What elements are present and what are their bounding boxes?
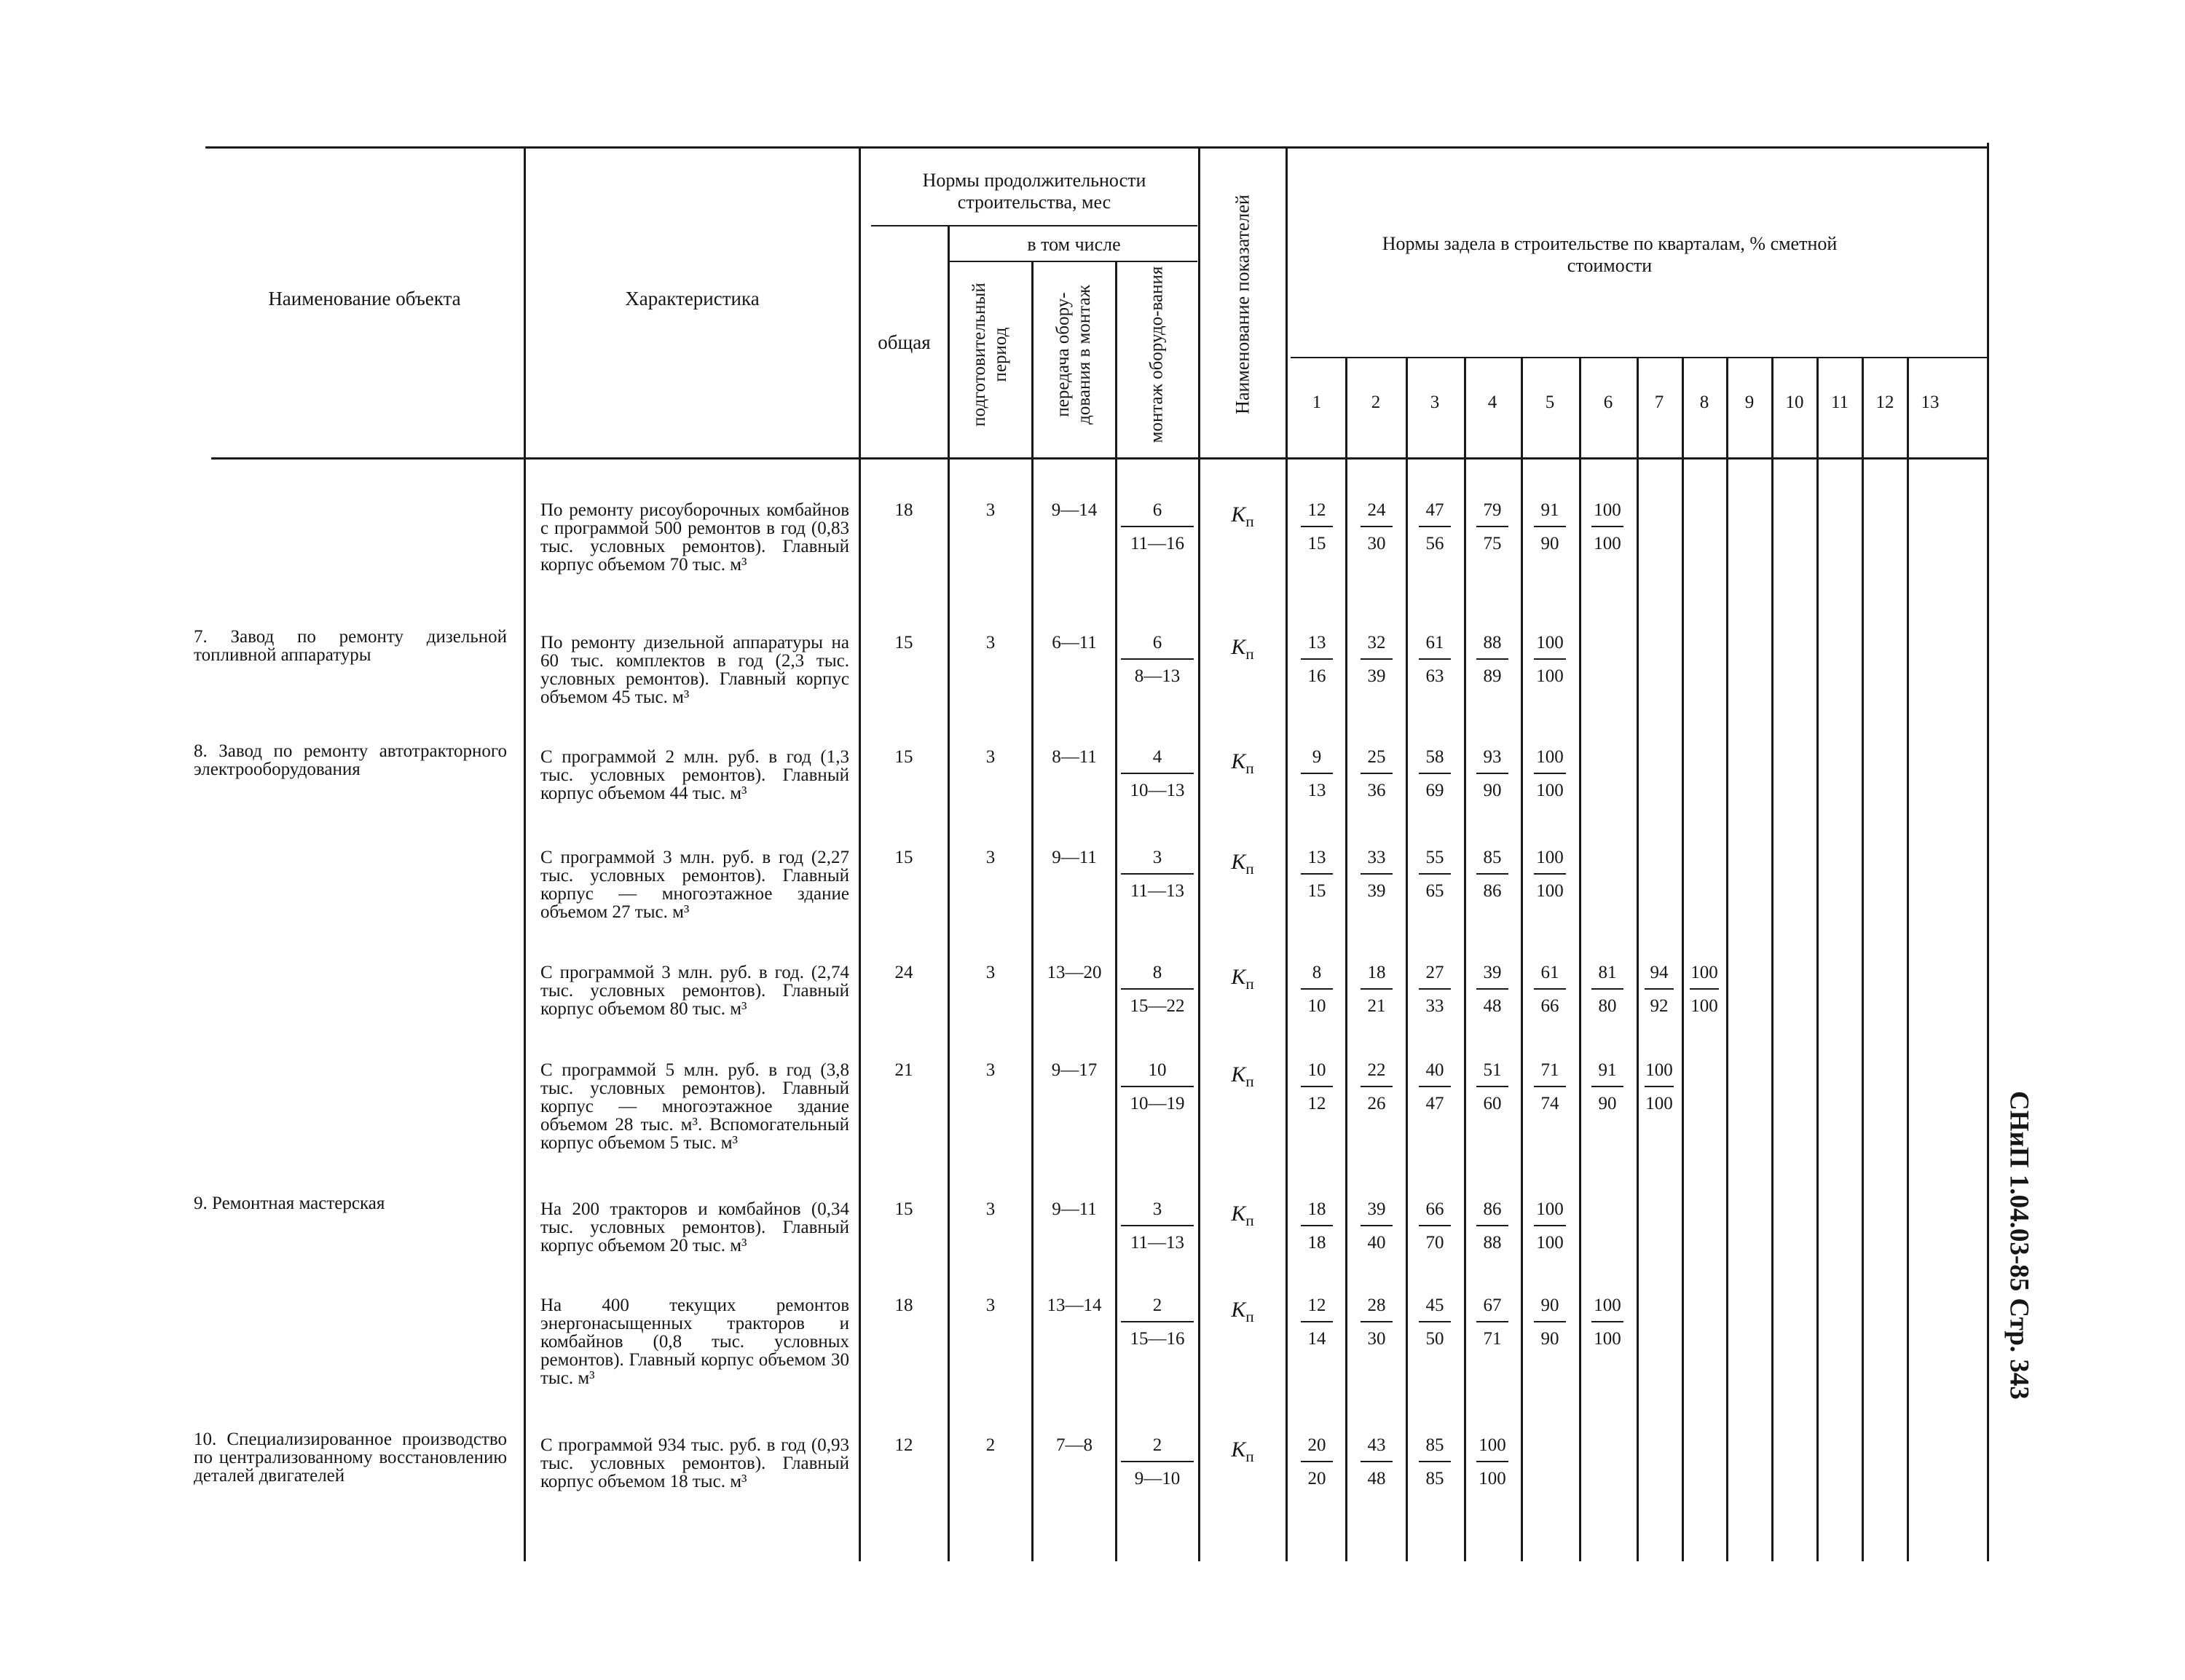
- quarter-value-bottom: 69: [1425, 781, 1444, 800]
- quarter-value-bottom: 89: [1483, 666, 1502, 686]
- quarter-number: 8: [1699, 393, 1709, 412]
- indicator-subscript: п: [1245, 975, 1254, 993]
- quarter-col-rule: [1862, 358, 1864, 1561]
- quarter-fraction: [1534, 1060, 1566, 1115]
- indicator-subscript: п: [1245, 1308, 1254, 1325]
- quarter-number: 5: [1545, 393, 1555, 412]
- col-rule: [1198, 149, 1200, 1561]
- table-right-rule: [1987, 143, 1989, 1561]
- quarter-value-top: 39: [1476, 962, 1508, 990]
- quarter-col-rule: [1637, 358, 1639, 1561]
- indicator-symbol: [1213, 1299, 1272, 1328]
- quarter-fraction: [1690, 962, 1719, 1017]
- indicator-symbol: [1213, 1064, 1272, 1092]
- equipment-transfer-value: 9—14: [1051, 500, 1098, 520]
- header-duration-title: Нормы продолжительности строительства, мес: [922, 170, 1146, 213]
- quarter-value-bottom: 80: [1598, 996, 1617, 1016]
- quarter-value-top: 32: [1361, 632, 1393, 660]
- quarter-value-top: 39: [1361, 1199, 1393, 1226]
- fraction-denominator: 11—16: [1130, 534, 1185, 553]
- quarter-fraction: [1645, 962, 1674, 1017]
- quarter-value-top: 8: [1301, 962, 1333, 990]
- quarter-value-bottom: 90: [1540, 1329, 1559, 1349]
- fraction-denominator: 11—13: [1130, 881, 1185, 901]
- quarter-value-bottom: 86: [1483, 881, 1502, 901]
- col-rule: [1115, 261, 1117, 1561]
- quarter-fraction: [1591, 1060, 1623, 1115]
- col-rule: [859, 149, 861, 1561]
- header-total: общая: [878, 331, 931, 353]
- equipment-install-fraction: [1121, 632, 1194, 687]
- quarter-fraction: [1645, 1060, 1674, 1115]
- quarter-value-bottom: 30: [1367, 1329, 1386, 1349]
- equipment-install-fraction: [1121, 1295, 1194, 1350]
- header-characteristic: Характеристика: [625, 287, 760, 309]
- duration-total: 15: [894, 747, 913, 767]
- quarter-fraction: [1591, 1295, 1623, 1350]
- object-name: 8. Завод по ремонту автотракторного электрооборудования: [194, 741, 507, 779]
- quarter-value-bottom: 70: [1425, 1233, 1444, 1253]
- quarter-value-bottom: 15: [1307, 881, 1326, 901]
- quarter-fraction: [1534, 746, 1566, 802]
- duration-total: 24: [894, 963, 913, 982]
- indicator-letter: К: [1231, 1298, 1246, 1322]
- quarter-value-top: 12: [1301, 1295, 1333, 1322]
- indicator-subscript: п: [1245, 860, 1254, 878]
- quarter-value-top: 40: [1419, 1060, 1451, 1087]
- duration-total: 15: [894, 633, 913, 652]
- col-rule: [948, 226, 950, 1561]
- quarters-subheader-rule: [1291, 357, 1988, 358]
- quarter-value-bottom: 74: [1540, 1094, 1559, 1113]
- quarter-value-bottom: 90: [1598, 1094, 1617, 1113]
- quarter-fraction: [1301, 1295, 1333, 1350]
- prep-period-value: 2: [985, 1435, 996, 1455]
- quarter-fraction: [1476, 1295, 1508, 1350]
- indicator-letter: К: [1231, 850, 1246, 874]
- quarter-value-bottom: 85: [1425, 1469, 1444, 1488]
- quarter-value-bottom: 100: [1536, 881, 1564, 901]
- quarter-value-top: 55: [1419, 847, 1451, 875]
- quarter-value-bottom: 100: [1536, 666, 1564, 686]
- equipment-transfer-value: 8—11: [1052, 747, 1097, 767]
- quarter-value-bottom: 100: [1479, 1469, 1506, 1488]
- indicator-symbol: [1213, 851, 1272, 880]
- quarter-value-bottom: 90: [1483, 781, 1502, 800]
- quarter-value-bottom: 60: [1483, 1094, 1502, 1113]
- quarter-fraction: [1419, 500, 1451, 555]
- quarter-fraction: [1476, 500, 1508, 555]
- quarter-value-bottom: 100: [1536, 781, 1564, 800]
- quarter-fraction: [1361, 500, 1393, 555]
- quarter-value-bottom: 39: [1367, 666, 1386, 686]
- quarter-value-top: 85: [1476, 847, 1508, 875]
- equipment-transfer-value: 9—11: [1052, 1199, 1097, 1219]
- quarter-value-top: 94: [1645, 962, 1674, 990]
- prep-period-value: 3: [985, 963, 996, 982]
- quarter-fraction: [1361, 962, 1393, 1017]
- quarter-value-top: 27: [1419, 962, 1451, 990]
- quarter-value-top: 47: [1419, 500, 1451, 527]
- equipment-install-fraction: [1121, 1199, 1194, 1254]
- fraction-denominator: 10—13: [1130, 781, 1185, 800]
- quarter-col-rule: [1579, 358, 1581, 1561]
- quarter-value-top: 88: [1476, 632, 1508, 660]
- indicator-symbol: [1213, 751, 1272, 779]
- quarter-fraction: [1419, 1199, 1451, 1254]
- fraction-numerator: 3: [1121, 1199, 1194, 1226]
- quarter-fraction: [1476, 962, 1508, 1017]
- quarter-value-top: 100: [1534, 1199, 1566, 1226]
- quarter-fraction: [1301, 1060, 1333, 1115]
- quarter-value-bottom: 10: [1307, 996, 1326, 1016]
- characteristic-text: С программой 5 млн. руб. в год (3,8 тыс. условных ремонтов). Главный корпус — многоэтажное здание объемом 28 тыс. м³. Вспомогательный корпус объемом 5 тыс. м³: [540, 1060, 849, 1153]
- quarter-value-top: 9: [1301, 746, 1333, 774]
- quarter-value-bottom: 33: [1425, 996, 1444, 1016]
- quarter-value-bottom: 92: [1650, 996, 1669, 1016]
- quarter-col-rule: [1816, 358, 1819, 1561]
- duration-subheader-rule: [871, 225, 1197, 226]
- quarter-number: 3: [1430, 393, 1440, 412]
- quarter-value-bottom: 90: [1540, 534, 1559, 553]
- equipment-transfer-value: 9—11: [1052, 848, 1097, 867]
- quarter-fraction: [1301, 632, 1333, 687]
- quarter-number: 7: [1654, 393, 1664, 412]
- indicator-letter: К: [1231, 965, 1246, 989]
- fraction-denominator: 15—16: [1130, 1329, 1185, 1349]
- quarter-value-top: 18: [1361, 962, 1393, 990]
- quarter-fraction: [1361, 1199, 1393, 1254]
- quarter-value-bottom: 47: [1425, 1094, 1444, 1113]
- indicator-subscript: п: [1245, 1212, 1254, 1229]
- indicator-subscript: п: [1245, 1073, 1254, 1090]
- quarter-fraction: [1534, 1199, 1566, 1254]
- quarter-value-bottom: 88: [1483, 1233, 1502, 1253]
- col-rule: [1031, 261, 1034, 1561]
- quarter-value-top: 100: [1534, 847, 1566, 875]
- indicator-symbol: [1213, 1439, 1272, 1467]
- quarter-col-rule: [1682, 358, 1684, 1561]
- quarter-value-top: 85: [1419, 1435, 1451, 1462]
- quarter-value-bottom: 36: [1367, 781, 1386, 800]
- quarter-fraction: [1591, 500, 1623, 555]
- quarter-value-bottom: 50: [1425, 1329, 1444, 1349]
- quarter-number: 6: [1603, 393, 1613, 412]
- indicator-symbol: [1213, 966, 1272, 995]
- side-label: СНиП 1.04.03-85 Стр. 343: [2004, 1091, 2034, 1400]
- fraction-numerator: 2: [1121, 1295, 1194, 1322]
- quarter-number: 2: [1371, 393, 1381, 412]
- quarter-value-top: 24: [1361, 500, 1393, 527]
- including-subheader-rule: [948, 261, 1197, 262]
- quarter-value-top: 22: [1361, 1060, 1393, 1087]
- prep-period-value: 3: [985, 848, 996, 867]
- quarter-value-top: 93: [1476, 746, 1508, 774]
- quarter-number: 9: [1744, 393, 1755, 412]
- quarter-value-top: 33: [1361, 847, 1393, 875]
- indicator-letter: К: [1231, 502, 1246, 527]
- quarter-fraction: [1361, 847, 1393, 902]
- quarter-fraction: [1534, 632, 1566, 687]
- equipment-transfer-value: 7—8: [1056, 1435, 1092, 1455]
- quarter-value-top: 100: [1591, 1295, 1623, 1322]
- table-top-rule: [205, 146, 1987, 149]
- quarter-value-bottom: 14: [1307, 1329, 1326, 1349]
- quarter-fraction: [1301, 746, 1333, 802]
- indicator-subscript: п: [1245, 513, 1254, 530]
- characteristic-text: С программой 934 тыс. руб. в год (0,93 тыс. условных ремонтов). Главный корпус объемом 18 тыс. м³: [540, 1435, 849, 1491]
- object-name: 7. Завод по ремонту дизельной топливной аппаратуры: [194, 627, 507, 665]
- indicator-symbol: [1213, 1203, 1272, 1231]
- quarter-value-bottom: 48: [1367, 1469, 1386, 1488]
- quarter-number: 13: [1921, 393, 1940, 412]
- quarter-fraction: [1361, 1295, 1393, 1350]
- quarter-value-bottom: 21: [1367, 996, 1386, 1016]
- quarter-value-bottom: 75: [1483, 534, 1502, 553]
- header-bottom-rule: [211, 457, 1988, 460]
- quarter-fraction: [1419, 746, 1451, 802]
- quarter-fraction: [1476, 1435, 1508, 1490]
- quarter-number: 11: [1830, 393, 1849, 412]
- characteristic-text: С программой 3 млн. руб. в год. (2,74 тыс. условных ремонтов). Главный корпус объемом 80 тыс. м³: [540, 963, 849, 1019]
- quarter-value-bottom: 13: [1307, 781, 1326, 800]
- quarter-fraction: [1534, 500, 1566, 555]
- equipment-install-fraction: [1121, 1435, 1194, 1490]
- characteristic-text: С программой 3 млн. руб. в год (2,27 тыс. условных ремонтов). Главный корпус — многоэтажное здание объемом 27 тыс. м³: [540, 848, 849, 922]
- quarter-fraction: [1301, 1435, 1333, 1490]
- quarter-value-bottom: 66: [1540, 996, 1559, 1016]
- quarter-value-top: 12: [1301, 500, 1333, 527]
- quarter-value-top: 91: [1591, 1060, 1623, 1087]
- equipment-install-fraction: [1121, 962, 1194, 1017]
- quarter-value-top: 81: [1591, 962, 1623, 990]
- quarter-fraction: [1476, 1199, 1508, 1254]
- quarter-value-bottom: 30: [1367, 534, 1386, 553]
- quarter-col-rule: [1345, 358, 1347, 1561]
- object-name: 10. Специализированное производство по централизованному восстановлению деталей двигателей: [194, 1429, 507, 1486]
- quarter-value-top: 71: [1534, 1060, 1566, 1087]
- characteristic-text: С программой 2 млн. руб. в год (1,3 тыс. условных ремонтов). Главный корпус объемом 44 тыс. м³: [540, 747, 849, 803]
- fraction-numerator: 4: [1121, 746, 1194, 774]
- quarter-fraction: [1419, 632, 1451, 687]
- prep-period-value: 3: [985, 633, 996, 652]
- quarter-number: 12: [1875, 393, 1894, 412]
- quarter-fraction: [1419, 1060, 1451, 1115]
- quarter-fraction: [1476, 632, 1508, 687]
- quarter-value-bottom: 48: [1483, 996, 1502, 1016]
- equipment-transfer-value: 9—17: [1051, 1060, 1098, 1080]
- fraction-denominator: 9—10: [1134, 1469, 1181, 1488]
- header-equipment-transfer: передача обору-дования в монтаж: [1053, 285, 1094, 425]
- col-rule: [1286, 149, 1288, 1561]
- quarter-fraction: [1301, 1199, 1333, 1254]
- quarter-value-top: 100: [1534, 746, 1566, 774]
- quarter-fraction: [1476, 847, 1508, 902]
- indicator-symbol: [1213, 504, 1272, 532]
- header-prep-period: подготовительный период: [969, 283, 1010, 427]
- quarter-fraction: [1361, 1435, 1393, 1490]
- prep-period-value: 3: [985, 1060, 996, 1080]
- fraction-denominator: 8—13: [1134, 666, 1181, 686]
- indicator-symbol: [1213, 636, 1272, 665]
- characteristic-text: На 400 текущих ремонтов энергонасыщенных тракторов и комбайнов (0,8 тыс. условных ремонтов). Главный корпус объемом 30 тыс. м³: [540, 1296, 849, 1388]
- quarter-fraction: [1301, 500, 1333, 555]
- equipment-install-fraction: [1121, 500, 1194, 555]
- equipment-install-fraction: [1121, 746, 1194, 802]
- quarter-fraction: [1534, 847, 1566, 902]
- equipment-transfer-value: 13—20: [1047, 963, 1102, 982]
- quarter-value-top: 86: [1476, 1199, 1508, 1226]
- quarter-col-rule: [1464, 358, 1466, 1561]
- quarter-col-rule: [1771, 358, 1773, 1561]
- quarter-fraction: [1419, 1295, 1451, 1350]
- quarter-value-bottom: 20: [1307, 1469, 1326, 1488]
- quarter-value-top: 25: [1361, 746, 1393, 774]
- quarter-value-top: 100: [1591, 500, 1623, 527]
- quarter-value-top: 45: [1419, 1295, 1451, 1322]
- indicator-letter: К: [1231, 635, 1246, 659]
- duration-total: 15: [894, 848, 913, 867]
- fraction-numerator: 6: [1121, 632, 1194, 660]
- quarter-value-top: 61: [1534, 962, 1566, 990]
- object-name: 9. Ремонтная мастерская: [194, 1194, 385, 1213]
- equipment-transfer-value: 6—11: [1052, 633, 1097, 652]
- quarter-value-bottom: 12: [1307, 1094, 1326, 1113]
- duration-total: 21: [894, 1060, 913, 1080]
- quarter-value-top: 79: [1476, 500, 1508, 527]
- quarter-value-bottom: 18: [1307, 1233, 1326, 1253]
- quarter-fraction: [1419, 847, 1451, 902]
- quarter-fraction: [1361, 632, 1393, 687]
- duration-total: 15: [894, 1199, 913, 1219]
- quarter-number: 4: [1487, 393, 1497, 412]
- indicator-subscript: п: [1245, 760, 1254, 777]
- col-rule: [524, 149, 526, 1561]
- quarter-fraction: [1476, 1060, 1508, 1115]
- duration-total: 12: [894, 1435, 913, 1455]
- prep-period-value: 3: [985, 500, 996, 520]
- quarter-fraction: [1361, 1060, 1393, 1115]
- quarter-value-top: 91: [1534, 500, 1566, 527]
- quarter-fraction: [1534, 962, 1566, 1017]
- quarter-value-top: 58: [1419, 746, 1451, 774]
- prep-period-value: 3: [985, 1199, 996, 1219]
- equipment-transfer-value: 13—14: [1047, 1296, 1102, 1315]
- quarter-value-bottom: 56: [1425, 534, 1444, 553]
- quarter-fraction: [1534, 1295, 1566, 1350]
- quarter-value-top: 51: [1476, 1060, 1508, 1087]
- fraction-denominator: 10—19: [1130, 1094, 1185, 1113]
- quarter-value-bottom: 16: [1307, 666, 1326, 686]
- quarter-fraction: [1476, 746, 1508, 802]
- quarter-value-bottom: 39: [1367, 881, 1386, 901]
- fraction-denominator: 11—13: [1130, 1233, 1185, 1253]
- quarter-value-top: 10: [1301, 1060, 1333, 1087]
- equipment-install-fraction: [1121, 847, 1194, 902]
- quarter-fraction: [1301, 962, 1333, 1017]
- quarter-value-bottom: 65: [1425, 881, 1444, 901]
- quarter-value-top: 61: [1419, 632, 1451, 660]
- quarter-number: 1: [1312, 393, 1322, 412]
- duration-total: 18: [894, 500, 913, 520]
- quarter-col-rule: [1907, 358, 1909, 1561]
- quarter-col-rule: [1406, 358, 1408, 1561]
- quarter-value-bottom: 40: [1367, 1233, 1386, 1253]
- quarter-value-bottom: 100: [1645, 1094, 1673, 1113]
- header-object-name: Наименование объекта: [268, 287, 461, 309]
- indicator-subscript: п: [1245, 1448, 1254, 1465]
- quarter-value-top: 67: [1476, 1295, 1508, 1322]
- quarter-value-top: 100: [1476, 1435, 1508, 1462]
- indicator-letter: К: [1231, 1438, 1246, 1462]
- header-indicator-name: Наименование показателей: [1232, 194, 1253, 414]
- fraction-denominator: 15—22: [1130, 996, 1185, 1016]
- quarter-value-top: 43: [1361, 1435, 1393, 1462]
- quarter-col-rule: [1521, 358, 1523, 1561]
- quarter-fraction: [1419, 1435, 1451, 1490]
- quarter-fraction: [1419, 962, 1451, 1017]
- header-equipment-install: монтаж оборудо-вания: [1146, 266, 1167, 443]
- quarter-value-top: 90: [1534, 1295, 1566, 1322]
- fraction-numerator: 3: [1121, 847, 1194, 875]
- header-including: в том числе: [1027, 233, 1121, 255]
- quarter-number: 10: [1785, 393, 1804, 412]
- quarter-value-top: 100: [1534, 632, 1566, 660]
- quarter-value-top: 66: [1419, 1199, 1451, 1226]
- prep-period-value: 3: [985, 747, 996, 767]
- quarter-value-top: 100: [1690, 962, 1719, 990]
- indicator-letter: К: [1231, 1202, 1246, 1226]
- quarter-value-top: 13: [1301, 632, 1333, 660]
- fraction-numerator: 6: [1121, 500, 1194, 527]
- quarter-value-bottom: 100: [1594, 1329, 1621, 1349]
- duration-total: 18: [894, 1296, 913, 1315]
- characteristic-text: По ремонту дизельной аппаратуры на 60 тыс. комплектов в год (2,3 тыс. условных ремонтов). Главный корпус объемом 45 тыс. м³: [540, 633, 849, 707]
- fraction-numerator: 2: [1121, 1435, 1194, 1462]
- quarter-fraction: [1301, 847, 1333, 902]
- fraction-numerator: 8: [1121, 962, 1194, 990]
- quarter-value-top: 20: [1301, 1435, 1333, 1462]
- quarter-value-top: 28: [1361, 1295, 1393, 1322]
- indicator-letter: К: [1231, 749, 1246, 773]
- indicator-subscript: п: [1245, 645, 1254, 663]
- quarter-value-bottom: 63: [1425, 666, 1444, 686]
- quarter-value-bottom: 15: [1307, 534, 1326, 553]
- quarter-value-bottom: 26: [1367, 1094, 1386, 1113]
- quarter-fraction: [1361, 746, 1393, 802]
- header-backlog-title: Нормы задела в строительстве по кварталам, % сметной стоимости: [1382, 233, 1838, 276]
- characteristic-text: На 200 тракторов и комбайнов (0,34 тыс. условных ремонтов). Главный корпус объемом 20 тыс. м³: [540, 1199, 849, 1255]
- fraction-numerator: 10: [1121, 1060, 1194, 1087]
- quarter-value-top: 100: [1645, 1060, 1674, 1087]
- indicator-letter: К: [1231, 1062, 1246, 1087]
- quarter-value-bottom: 100: [1690, 996, 1718, 1016]
- quarter-value-top: 18: [1301, 1199, 1333, 1226]
- quarter-fraction: [1591, 962, 1623, 1017]
- quarter-value-top: 13: [1301, 847, 1333, 875]
- quarter-value-bottom: 100: [1536, 1233, 1564, 1253]
- equipment-install-fraction: [1121, 1060, 1194, 1115]
- quarter-value-bottom: 71: [1483, 1329, 1502, 1349]
- characteristic-text: По ремонту рисоуборочных комбайнов с программой 500 ремонтов в год (0,83 тыс. условных ремонтов). Главный корпус объемом 70 тыс. м³: [540, 500, 849, 575]
- quarter-value-bottom: 100: [1594, 534, 1621, 553]
- quarter-col-rule: [1726, 358, 1728, 1561]
- prep-period-value: 3: [985, 1296, 996, 1315]
